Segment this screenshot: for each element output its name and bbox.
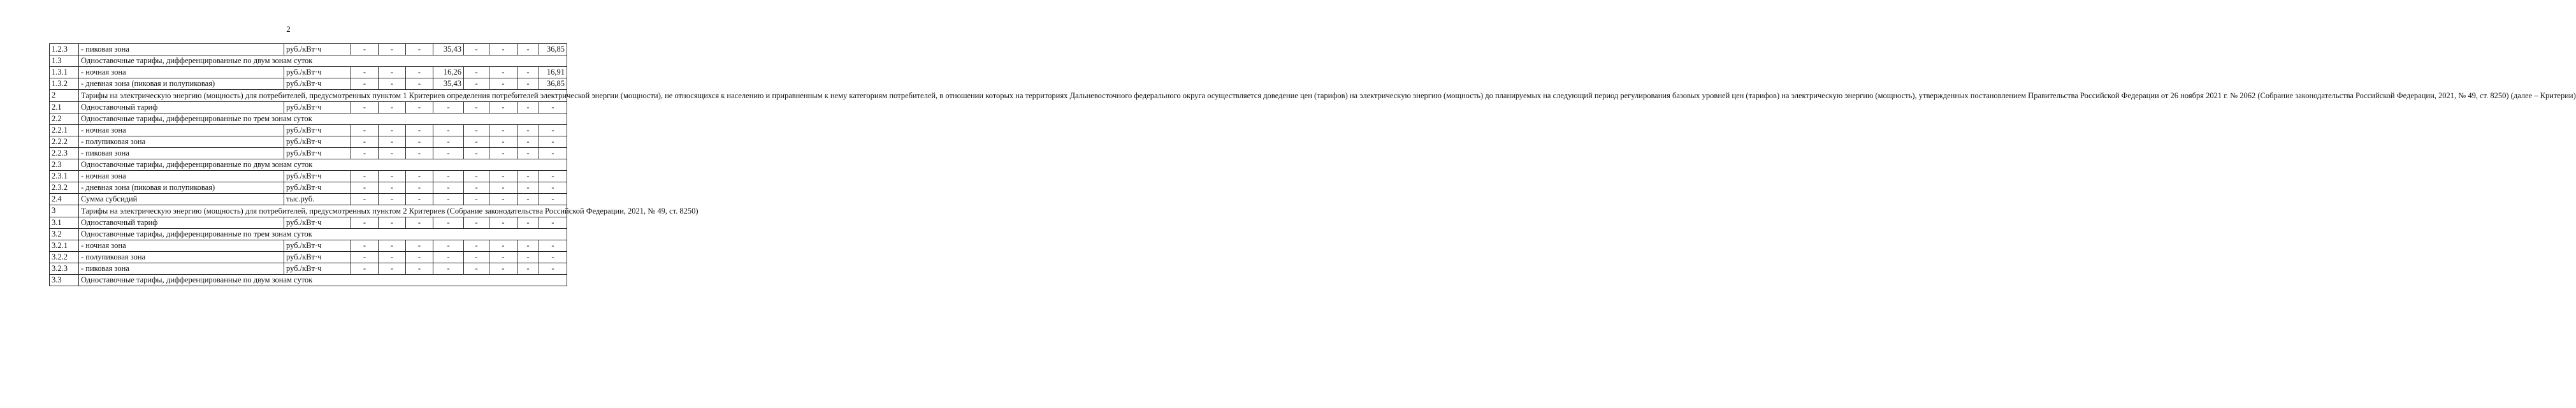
tariff-value: - [539, 102, 567, 113]
tariff-value: - [351, 67, 379, 78]
tariff-value: - [406, 171, 433, 182]
table-row [50, 182, 567, 194]
table-row [50, 240, 567, 252]
tariff-value: - [489, 125, 517, 136]
tariff-value: - [517, 252, 539, 263]
tariff-value: - [464, 194, 489, 205]
tariff-name: Сумма субсидий [79, 194, 284, 205]
row-number: 3.3 [50, 275, 79, 286]
row-number: 1.2.3 [50, 44, 79, 55]
tariff-value: - [406, 102, 433, 113]
tariff-value: - [489, 194, 517, 205]
tariff-value: - [406, 240, 433, 252]
tariff-name: - дневная зона (пиковая и полупиковая) [79, 78, 284, 90]
tariff-value: - [379, 136, 406, 148]
row-number: 2.2.3 [50, 148, 79, 159]
tariff-name: - ночная зона [79, 67, 284, 78]
table-row [50, 148, 567, 159]
tariff-value: - [539, 194, 567, 205]
tariff-value: - [464, 252, 489, 263]
tariff-value: - [539, 252, 567, 263]
tariff-value: - [464, 125, 489, 136]
tariff-value: - [433, 125, 464, 136]
tariff-value: - [489, 78, 517, 90]
tariff-value: - [379, 44, 406, 55]
row-number: 3.2.1 [50, 240, 79, 252]
tariff-name: Одноставочный тариф [79, 217, 284, 229]
tariff-value: - [406, 136, 433, 148]
table-row [50, 67, 567, 78]
row-number: 3 [50, 205, 79, 217]
tariff-value: - [406, 194, 433, 205]
table-row [50, 78, 567, 90]
tariff-name: - пиковая зона [79, 263, 284, 275]
tariff-table [49, 43, 2576, 286]
table-row [50, 159, 567, 171]
tariff-value: - [379, 171, 406, 182]
row-number: 3.2.3 [50, 263, 79, 275]
row-number: 3.1 [50, 217, 79, 229]
section-heading: Одноставочные тарифы, дифференцированные по двум зонам суток [79, 55, 567, 67]
tariff-value: - [464, 78, 489, 90]
tariff-name: - ночная зона [79, 240, 284, 252]
tariff-value: - [517, 102, 539, 113]
tariff-value: - [517, 78, 539, 90]
unit: руб./кВт·ч [284, 263, 351, 275]
unit: тыс.руб. [284, 194, 351, 205]
tariff-value: - [351, 125, 379, 136]
row-number: 2.2.1 [50, 125, 79, 136]
tariff-value: - [517, 125, 539, 136]
table-row [50, 217, 567, 229]
tariff-name: - полупиковая зона [79, 252, 284, 263]
tariff-value: - [517, 171, 539, 182]
tariff-value: - [539, 171, 567, 182]
unit: руб./кВт·ч [284, 182, 351, 194]
row-number: 3.2 [50, 229, 79, 240]
tariff-value: - [406, 44, 433, 55]
tariff-name: - ночная зона [79, 125, 284, 136]
tariff-value: - [351, 136, 379, 148]
tariff-value: - [433, 194, 464, 205]
row-number: 2.2.2 [50, 136, 79, 148]
tariff-value: - [539, 240, 567, 252]
tariff-value: - [539, 182, 567, 194]
tariff-value: - [464, 148, 489, 159]
table-row [50, 136, 567, 148]
tariff-value: - [379, 194, 406, 205]
row-number: 2.4 [50, 194, 79, 205]
tariff-value: - [379, 182, 406, 194]
section-heading: Одноставочные тарифы, дифференцированные по трем зонам суток [79, 229, 567, 240]
unit: руб./кВт·ч [284, 78, 351, 90]
tariff-value: - [517, 194, 539, 205]
tariff-value: - [351, 148, 379, 159]
tariff-value: - [379, 67, 406, 78]
table-row [50, 205, 567, 217]
table-row [50, 252, 567, 263]
tariff-value: - [464, 67, 489, 78]
tariff-value: - [489, 240, 517, 252]
tariff-value: - [517, 148, 539, 159]
unit: руб./кВт·ч [284, 171, 351, 182]
tariff-value: - [539, 125, 567, 136]
tariff-value: - [351, 252, 379, 263]
row-number: 1.3.1 [50, 67, 79, 78]
tariff-value: - [464, 136, 489, 148]
tariff-value: - [406, 125, 433, 136]
tariff-value: - [379, 263, 406, 275]
tariff-value: - [379, 252, 406, 263]
tariff-value: - [433, 148, 464, 159]
unit: руб./кВт·ч [284, 240, 351, 252]
tariff-value: 16,26 [433, 67, 464, 78]
tariff-value: - [351, 102, 379, 113]
tariff-value: 16,91 [539, 67, 567, 78]
tariff-value: - [517, 217, 539, 229]
tariff-name: - пиковая зона [79, 148, 284, 159]
tariff-value: - [433, 182, 464, 194]
tariff-value: - [406, 148, 433, 159]
tariff-value: - [351, 194, 379, 205]
table-row [50, 44, 567, 55]
tariff-value: - [517, 136, 539, 148]
tariff-value: - [517, 44, 539, 55]
tariff-value: - [379, 240, 406, 252]
tariff-value: - [489, 217, 517, 229]
tariff-value: - [517, 263, 539, 275]
section-heading: Одноставочные тарифы, дифференцированные по трем зонам суток [79, 113, 567, 125]
tariff-value: - [489, 171, 517, 182]
tariff-value: - [433, 136, 464, 148]
section-paragraph: Тарифы на электрическую энергию (мощность) для потребителей, предусмотренных пунктом 2 Критериев (Собрание законодательства Российской Федерации, 2021, № 49, ст. 8250) [79, 205, 567, 217]
tariff-value: - [351, 182, 379, 194]
tariff-value: - [406, 252, 433, 263]
tariff-value: - [433, 240, 464, 252]
tariff-value: - [351, 78, 379, 90]
tariff-value: - [489, 182, 517, 194]
tariff-value: - [539, 217, 567, 229]
tariff-value: - [351, 263, 379, 275]
tariff-value: - [433, 263, 464, 275]
tariff-name: - полупиковая зона [79, 136, 284, 148]
tariff-name: - пиковая зона [79, 44, 284, 55]
tariff-value: 35,43 [433, 44, 464, 55]
tariff-value: - [351, 217, 379, 229]
tariff-value: - [517, 240, 539, 252]
tariff-value: - [379, 125, 406, 136]
tariff-value: - [433, 252, 464, 263]
tariff-value: - [379, 217, 406, 229]
tariff-value: - [406, 263, 433, 275]
table-row [50, 171, 567, 182]
unit: руб./кВт·ч [284, 252, 351, 263]
tariff-value: - [539, 263, 567, 275]
row-number: 2.3 [50, 159, 79, 171]
tariff-value: - [489, 252, 517, 263]
tariff-value: - [379, 102, 406, 113]
row-number: 2.3.2 [50, 182, 79, 194]
table-row [50, 102, 567, 113]
page-number: 2 [286, 24, 291, 34]
row-number: 2.1 [50, 102, 79, 113]
table-row [50, 275, 567, 286]
tariff-value: - [464, 217, 489, 229]
tariff-value: - [489, 148, 517, 159]
tariff-value: - [406, 67, 433, 78]
tariff-value: - [433, 102, 464, 113]
unit: руб./кВт·ч [284, 136, 351, 148]
unit: руб./кВт·ч [284, 67, 351, 78]
section-paragraph: Тарифы на электрическую энергию (мощность) для потребителей, предусмотренных пунктом 1 Критериев определения потребителей электрической энергии (мощности), не относящихся к населению и приравненным к нему категориям потребителей, в отношении которых на территориях Дальневосточного федерального округа осуществляется доведение цен (тарифов) на электрическую энергию (мощность) до планируемых на следующий период регулирования базовых уровней цен (тарифов) на электрическую энергию (мощность), утвержденных постановлением Правительства Российской Федерации от 26 ноября 2021 г. № 2062 (Собрание законодательства Российской Федерации, 2021, № 49, ст. 8250) (далее – Критерии) [79, 90, 567, 102]
tariff-value: 36,85 [539, 44, 567, 55]
tariff-value: - [351, 171, 379, 182]
tariff-value: - [489, 263, 517, 275]
tariff-name: - ночная зона [79, 171, 284, 182]
tariff-value: - [379, 148, 406, 159]
tariff-value: - [464, 44, 489, 55]
tariff-value: - [517, 67, 539, 78]
unit: руб./кВт·ч [284, 102, 351, 113]
tariff-value: 35,43 [433, 78, 464, 90]
tariff-name: Одноставочный тариф [79, 102, 284, 113]
section-heading: Одноставочные тарифы, дифференцированные по двум зонам суток [79, 275, 567, 286]
tariff-value: - [464, 171, 489, 182]
unit: руб./кВт·ч [284, 125, 351, 136]
tariff-value: - [489, 67, 517, 78]
row-number: 1.3 [50, 55, 79, 67]
tariff-value: - [379, 78, 406, 90]
tariff-value: - [464, 102, 489, 113]
tariff-value: - [351, 44, 379, 55]
tariff-value: - [464, 263, 489, 275]
section-heading: Одноставочные тарифы, дифференцированные по двум зонам суток [79, 159, 567, 171]
unit: руб./кВт·ч [284, 217, 351, 229]
row-number: 3.2.2 [50, 252, 79, 263]
tariff-value: - [464, 240, 489, 252]
tariff-name: - дневная зона (пиковая и полупиковая) [79, 182, 284, 194]
table-row [50, 90, 567, 102]
tariff-value: - [489, 102, 517, 113]
tariff-value: - [489, 136, 517, 148]
tariff-value: - [406, 182, 433, 194]
table-row [50, 55, 567, 67]
tariff-value: - [433, 217, 464, 229]
tariff-value: 36,85 [539, 78, 567, 90]
tariff-value: - [406, 78, 433, 90]
tariff-value: - [351, 240, 379, 252]
tariff-value: - [539, 136, 567, 148]
tariff-value: - [489, 44, 517, 55]
row-number: 2 [50, 90, 79, 102]
unit: руб./кВт·ч [284, 148, 351, 159]
table-row [50, 194, 567, 205]
table-row [50, 229, 567, 240]
row-number: 2.2 [50, 113, 79, 125]
unit: руб./кВт·ч [284, 44, 351, 55]
tariff-value: - [406, 217, 433, 229]
table-row [50, 263, 567, 275]
tariff-value: - [464, 182, 489, 194]
tariff-value: - [517, 182, 539, 194]
row-number: 2.3.1 [50, 171, 79, 182]
tariff-value: - [433, 171, 464, 182]
table-row [50, 113, 567, 125]
table-row [50, 125, 567, 136]
row-number: 1.3.2 [50, 78, 79, 90]
tariff-value: - [539, 148, 567, 159]
